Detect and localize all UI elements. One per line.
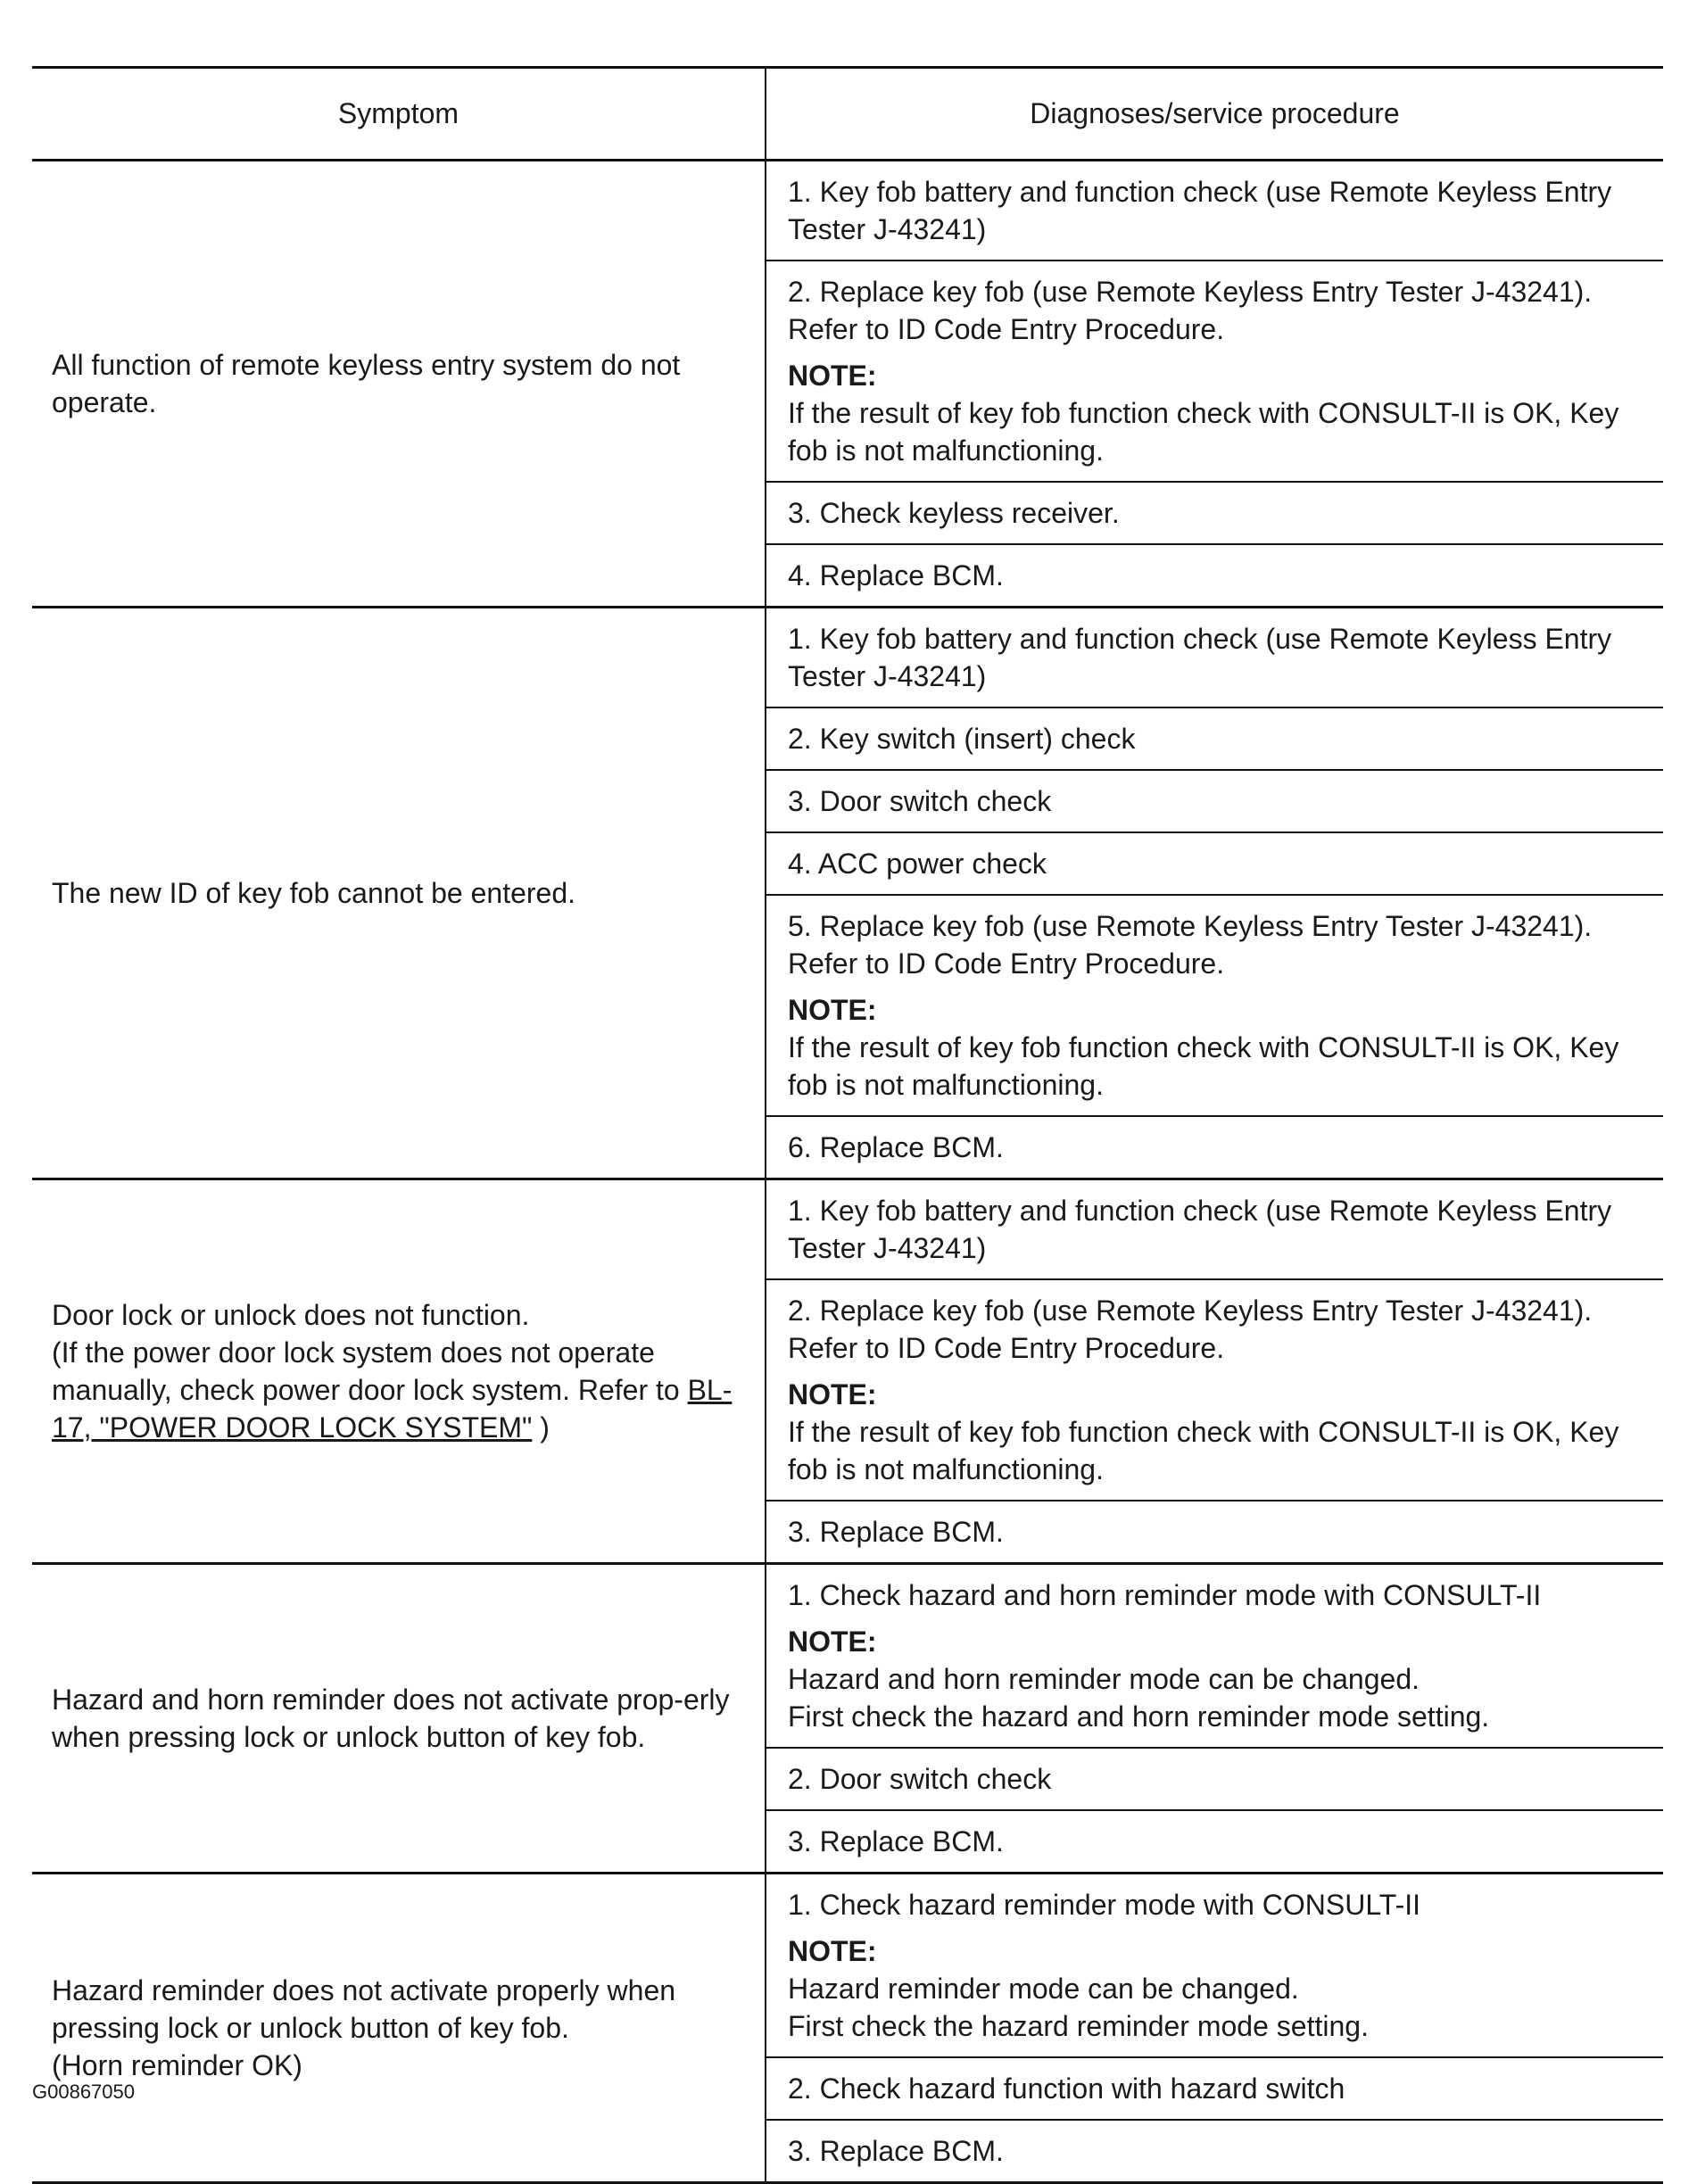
step-text: 1. Check hazard and horn reminder mode with CONSULT-II bbox=[788, 1579, 1542, 1611]
symptom-cell bbox=[32, 161, 766, 608]
step-cell bbox=[766, 1874, 1663, 2058]
note-label: NOTE: bbox=[788, 1378, 877, 1410]
table-row bbox=[32, 608, 1663, 708]
step-text: 3. Replace BCM. bbox=[788, 2135, 1004, 2167]
step-text: 1. Key fob battery and function check (use Remote Keyless Entry Tester J-43241) bbox=[788, 1195, 1612, 1264]
table-row bbox=[32, 1874, 1663, 2058]
step-text: 6. Replace BCM. bbox=[788, 1131, 1004, 1163]
symptom-text: Hazard reminder does not activate properly when pressing lock or unlock button of key fob. bbox=[52, 1974, 676, 2044]
bl-17-reference-link[interactable]: BL-17, "POWER DOOR LOCK SYSTEM" bbox=[52, 1374, 733, 1444]
table-row bbox=[32, 1179, 1663, 1280]
step-cell bbox=[766, 608, 1663, 708]
note-text: If the result of key fob function check with CONSULT-II is OK, Key fob is not malfunctioning. bbox=[788, 397, 1619, 467]
step-cell bbox=[766, 832, 1663, 895]
symptom-text: Door lock or unlock does not function. bbox=[52, 1299, 530, 1331]
table-row bbox=[32, 161, 1663, 261]
step-cell bbox=[766, 1748, 1663, 1810]
symptom-cell bbox=[32, 1874, 766, 2183]
step-text: 3. Replace BCM. bbox=[788, 1516, 1004, 1548]
step-text: 2. Replace key fob (use Remote Keyless Entry Tester J-43241). Refer to ID Code Entry Procedure. bbox=[788, 276, 1593, 345]
step-cell bbox=[766, 2120, 1663, 2183]
step-cell bbox=[766, 1810, 1663, 1874]
step-text: 1. Check hazard reminder mode with CONSULT-II bbox=[788, 1889, 1420, 1921]
step-cell bbox=[766, 1279, 1663, 1501]
step-cell bbox=[766, 1116, 1663, 1179]
note-text: Hazard reminder mode can be changed. bbox=[788, 1973, 1299, 2005]
step-text: 5. Replace key fob (use Remote Keyless Entry Tester J-43241). Refer to ID Code Entry Procedure. bbox=[788, 910, 1593, 980]
step-cell bbox=[766, 1564, 1663, 1749]
diagnosis-table bbox=[32, 66, 1663, 2184]
symptom-tail: ) bbox=[540, 1411, 550, 1444]
step-text: 3. Check keyless receiver. bbox=[788, 497, 1120, 529]
step-cell bbox=[766, 161, 1663, 261]
step-text: 3. Replace BCM. bbox=[788, 1825, 1004, 1857]
symptom-cell bbox=[32, 1564, 766, 1874]
step-cell bbox=[766, 544, 1663, 608]
step-cell bbox=[766, 707, 1663, 770]
symptom-cell bbox=[32, 1179, 766, 1564]
step-text: 1. Key fob battery and function check (use Remote Keyless Entry Tester J-43241) bbox=[788, 176, 1612, 245]
symptom-text: The new ID of key fob cannot be entered. bbox=[52, 877, 576, 909]
step-text: 3. Door switch check bbox=[788, 785, 1052, 817]
note-text-line2: First check the hazard and horn reminder mode setting. bbox=[788, 1700, 1490, 1733]
step-cell bbox=[766, 770, 1663, 832]
symptom-header: Symptom bbox=[32, 68, 766, 161]
step-cell bbox=[766, 1179, 1663, 1280]
step-cell bbox=[766, 2057, 1663, 2120]
table-row bbox=[32, 1564, 1663, 1749]
procedure-header: Diagnoses/service procedure bbox=[766, 68, 1663, 161]
step-text: 4. Replace BCM. bbox=[788, 559, 1004, 592]
symptom-text-extra bbox=[52, 1334, 743, 1446]
step-cell bbox=[766, 261, 1663, 482]
symptom-line2: (If the power door lock system does not operate manually, check power door lock system. Refer to bbox=[52, 1336, 680, 1406]
step-text: 2. Key switch (insert) check bbox=[788, 723, 1136, 755]
header-row bbox=[32, 68, 1663, 161]
step-cell bbox=[766, 482, 1663, 544]
step-text: 2. Replace key fob (use Remote Keyless Entry Tester J-43241). Refer to ID Code Entry Procedure. bbox=[788, 1295, 1593, 1364]
symptom-line2: (Horn reminder OK) bbox=[52, 2049, 302, 2081]
note-text-line2: First check the hazard reminder mode setting. bbox=[788, 2010, 1369, 2042]
symptom-cell bbox=[32, 608, 766, 1179]
note-label: NOTE: bbox=[788, 994, 877, 1026]
note-text: If the result of key fob function check with CONSULT-II is OK, Key fob is not malfunctioning. bbox=[788, 1416, 1619, 1485]
step-text: 2. Door switch check bbox=[788, 1763, 1052, 1795]
figure-code: G00867050 bbox=[32, 2081, 135, 2103]
step-text: 4. ACC power check bbox=[788, 848, 1047, 880]
step-cell bbox=[766, 1501, 1663, 1564]
step-text: 1. Key fob battery and function check (use Remote Keyless Entry Tester J-43241) bbox=[788, 623, 1612, 692]
note-text: If the result of key fob function check with CONSULT-II is OK, Key fob is not malfunctioning. bbox=[788, 1031, 1619, 1101]
note-label: NOTE: bbox=[788, 360, 877, 392]
note-label: NOTE: bbox=[788, 1626, 877, 1658]
step-text: 2. Check hazard function with hazard switch bbox=[788, 2072, 1345, 2105]
step-cell bbox=[766, 895, 1663, 1116]
symptom-text: Hazard and horn reminder does not activate prop-erly when pressing lock or unlock button of key fob. bbox=[52, 1684, 730, 1753]
note-label: NOTE: bbox=[788, 1935, 877, 1967]
note-text: Hazard and horn reminder mode can be changed. bbox=[788, 1663, 1420, 1695]
symptom-text: All function of remote keyless entry system do not operate. bbox=[52, 349, 681, 418]
